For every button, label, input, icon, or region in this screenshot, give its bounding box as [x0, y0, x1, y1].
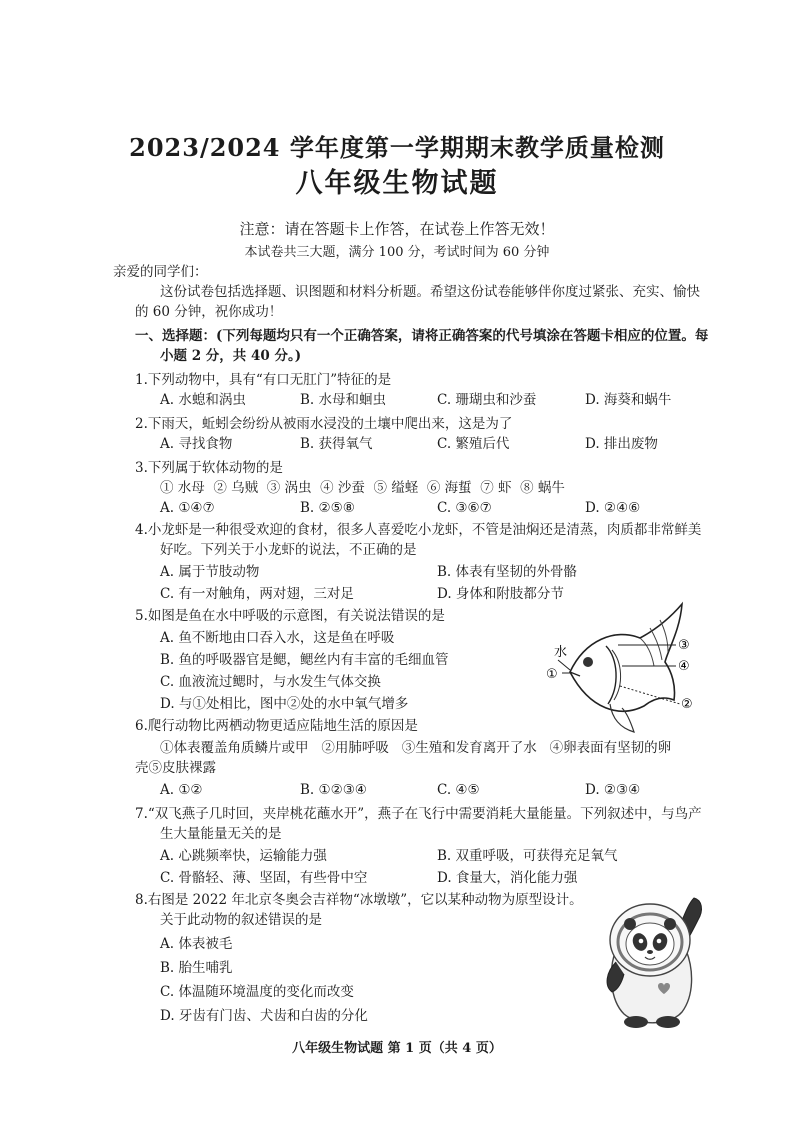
question-2-option-a: A. 寻找食物 — [160, 436, 233, 452]
question-4-option-d: D. 身体和附肢都分节 — [437, 586, 564, 602]
question-2-option-c: C. 繁殖后代 — [437, 436, 510, 452]
question-6-option-a: A. ①② — [160, 782, 203, 798]
fish-respiration-figure — [540, 600, 710, 735]
question-1-option-d: D. 海葵和蜗牛 — [585, 392, 672, 408]
fish-label-3: ③ — [678, 638, 690, 653]
question-5-option-c: C. 血液流过鳃时，与水发生气体交换 — [160, 674, 381, 690]
question-3-option-d: D. ②④⑥ — [585, 500, 641, 516]
page-footer: 八年级生物试题 第 1 页（共 4 页） — [292, 1041, 502, 1056]
exam-info: 本试卷共三大题，满分 100 分，考试时间为 60 分钟 — [244, 245, 550, 260]
question-4-option-c: C. 有一对触角，两对翅，三对足 — [160, 586, 354, 602]
intro-greeting: 亲爱的同学们： — [113, 264, 208, 280]
question-2-option-d: D. 排出废物 — [585, 436, 658, 452]
question-5-stem: 5.如图是鱼在水中呼吸的示意图，有关说法错误的是 — [135, 608, 445, 624]
question-1-option-c: C. 珊瑚虫和沙蚕 — [437, 392, 537, 408]
question-6-option-b: B. ①②③④ — [300, 782, 367, 798]
question-7-option-b: B. 双重呼吸，可获得充足氧气 — [437, 848, 618, 864]
question-3-option-a: A. ①④⑦ — [160, 500, 215, 516]
question-8-stem-cont: 关于此动物的叙述错误的是 — [160, 912, 322, 928]
mascot-panda-image — [598, 890, 708, 1030]
question-3-items: ① 水母 ② 乌贼 ③ 涡虫 ④ 沙蚕 ⑤ 缢蛏 ⑥ 海蜇 ⑦ 虾 ⑧ 蜗牛 — [160, 480, 565, 496]
question-4-option-a: A. 属于节肢动物 — [160, 564, 260, 580]
exam-subtitle: 八年级生物试题 — [295, 168, 499, 199]
question-5-option-a: A. 鱼不断地由口吞入水，这是鱼在呼吸 — [160, 630, 395, 646]
exam-title: 2023/2024 学年度第一学期期末教学质量检测 — [129, 133, 665, 162]
question-8-option-a: A. 体表被毛 — [160, 936, 233, 952]
question-4-option-b: B. 体表有坚韧的外骨骼 — [437, 564, 578, 580]
intro-line-2: 的 60 分钟，祝你成功！ — [135, 304, 283, 320]
question-1-stem: 1.下列动物中，具有“有口无肛门”特征的是 — [135, 372, 392, 388]
question-4-stem-cont: 好吃。下列关于小龙虾的说法，不正确的是 — [160, 542, 417, 558]
question-8-option-d: D. 牙齿有门齿、犬齿和白齿的分化 — [160, 1008, 368, 1024]
intro-line-1: 这份试卷包括选择题、识图题和材料分析题。希望这份试卷能够伴你度过紧张、充实、愉快 — [160, 284, 700, 300]
question-3-option-c: C. ③⑥⑦ — [437, 500, 492, 516]
question-6-option-c: C. ④⑤ — [437, 782, 480, 798]
fish-label-4: ④ — [678, 659, 690, 674]
question-5-option-b: B. 鱼的呼吸器官是鳃，鳃丝内有丰富的毛细血管 — [160, 652, 449, 668]
question-6-option-d: D. ②③④ — [585, 782, 641, 798]
question-6-items-cont: 壳⑤皮肤裸露 — [135, 760, 216, 776]
question-8-option-c: C. 体温随环境温度的变化而改变 — [160, 984, 354, 1000]
question-7-option-d: D. 食量大，消化能力强 — [437, 870, 578, 886]
fish-label-2: ② — [681, 697, 693, 712]
question-7-option-c: C. 骨骼轻、薄、坚固，有些骨中空 — [160, 870, 368, 886]
question-6-items: ①体表覆盖角质鳞片或甲 ②用肺呼吸 ③生殖和发育离开了水 ④卵表面有坚韧的卵 — [160, 740, 672, 756]
question-3-stem: 3.下列属于软体动物的是 — [135, 460, 283, 476]
question-4-stem: 4.小龙虾是一种很受欢迎的食材，很多人喜爱吃小龙虾，不管是油焖还是清蒸，肉质都非常鲜美 — [135, 522, 702, 538]
question-8-stem: 8.右图是 2022 年北京冬奥会吉祥物“冰墩墩”，它以某种动物为原型设计。 — [135, 892, 583, 908]
question-7-stem-cont: 生大量能量无关的是 — [160, 826, 282, 842]
exam-notice: 注意：请在答题卡上作答，在试卷上作答无效！ — [239, 220, 555, 238]
question-3-option-b: B. ②⑤⑧ — [300, 500, 355, 516]
question-6-stem: 6.爬行动物比两栖动物更适应陆地生活的原因是 — [135, 718, 418, 734]
section1-heading-cont: 小题 2 分，共 40 分。) — [160, 348, 302, 364]
question-2-option-b: B. 获得氧气 — [300, 436, 373, 452]
fish-water-label: 水 — [554, 645, 568, 660]
question-5-option-d: D. 与①处相比，图中②处的水中氧气增多 — [160, 696, 409, 712]
question-7-stem: 7.“双飞燕子几时回，夹岸桃花蘸水开”，燕子在飞行中需要消耗大量能量。下列叙述中，与鸟产 — [135, 806, 702, 822]
fish-label-1: ① — [546, 667, 558, 682]
question-7-option-a: A. 心跳频率快，运输能力强 — [160, 848, 327, 864]
section1-heading: 一、选择题：(下列每题均只有一个正确答案，请将正确答案的代号填涂在答题卡相应的位置。每 — [135, 328, 709, 344]
question-1-option-a: A. 水螅和涡虫 — [160, 392, 246, 408]
question-2-stem: 2.下雨天，蚯蚓会纷纷从被雨水浸没的土壤中爬出来，这是为了 — [135, 416, 513, 432]
question-1-option-b: B. 水母和蛔虫 — [300, 392, 387, 408]
question-8-option-b: B. 胎生哺乳 — [160, 960, 233, 976]
